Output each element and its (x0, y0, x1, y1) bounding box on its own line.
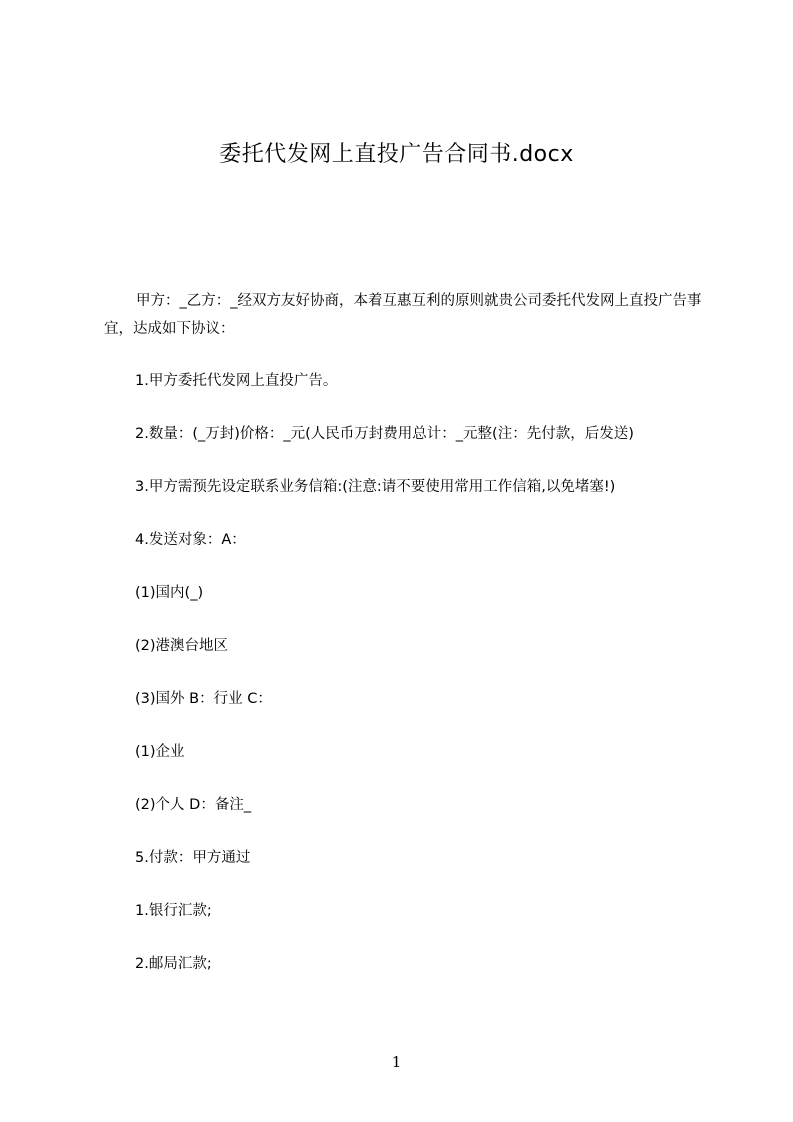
clause-c-2: (2)个人 D：备注_ (135, 797, 252, 813)
clause-4-1: (1)国内(_) (135, 585, 204, 601)
clause-4-2: (2)港澳台地区 (135, 638, 229, 654)
clause-3: 3.甲方需预先设定联系业务信箱:(注意:请不要使用常用工作信箱,以免堵塞!) (135, 479, 616, 495)
page-number: 1 (391, 1053, 402, 1071)
payment-1: 1.银行汇款; (135, 903, 212, 919)
clause-4-3: (3)国外 B：行业 C： (135, 691, 272, 707)
clause-4: 4.发送对象：A： (135, 532, 246, 548)
clause-1: 1.甲方委托代发网上直投广告。 (135, 373, 338, 389)
payment-2: 2.邮局汇款; (135, 956, 212, 972)
clause-5: 5.付款：甲方通过 (135, 850, 251, 866)
document-title: 委托代发网上直投广告合同书.docx (219, 142, 574, 167)
clause-2: 2.数量：(_万封)价格：_元(人民币万封费用总计：_元整(注：先付款，后发送) (135, 426, 634, 442)
clause-c-1: (1)企业 (135, 744, 185, 760)
intro-paragraph: 甲方：_乙方：_经双方友好协商，本着互惠互利的原则就贵公司委托代发网上直投广告事宜，达成如下协议： (104, 293, 702, 337)
